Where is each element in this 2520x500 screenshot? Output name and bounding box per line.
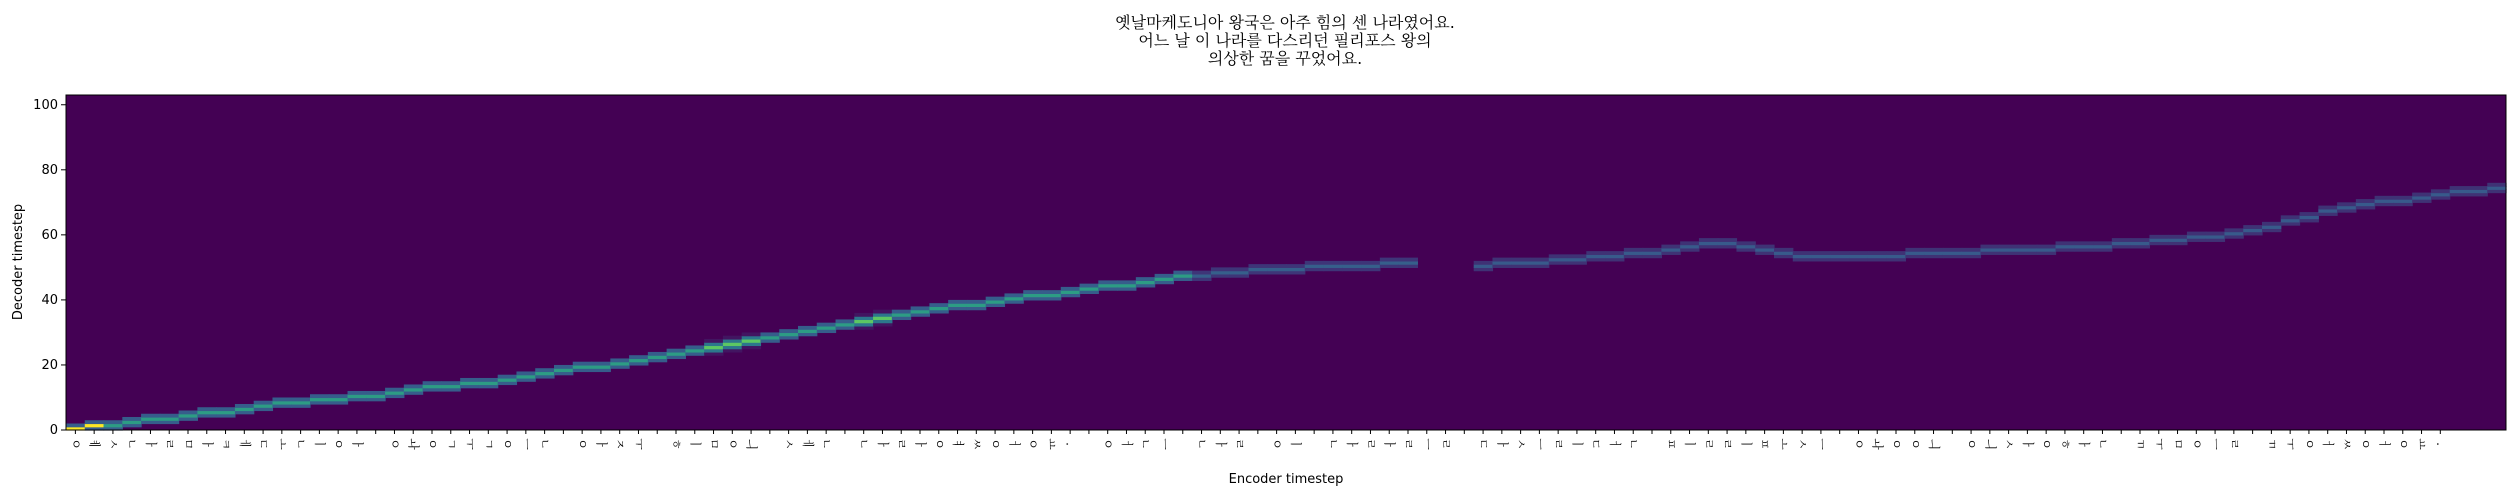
heatmap-cell <box>685 345 704 349</box>
heatmap-cell <box>1568 254 1587 258</box>
heatmap-plot-area <box>66 95 2507 431</box>
heatmap-cell <box>1755 245 1774 249</box>
heatmap-cell <box>760 332 779 336</box>
x-tick-label: ㄹ <box>1401 438 1416 450</box>
x-tick-label: ㅔ <box>237 438 252 450</box>
heatmap-cell <box>1586 251 1605 255</box>
heatmap-cell <box>2412 193 2431 197</box>
heatmap-cell <box>2093 241 2112 245</box>
heatmap-cell <box>291 397 310 401</box>
x-tick-label: ㅇ <box>387 438 402 450</box>
x-tick-label: ㄴ <box>857 438 872 450</box>
x-tick-label: ㅆ <box>969 438 984 450</box>
x-tick-label: ㅇ <box>1851 438 1866 450</box>
x-tick-label: ㅛ <box>1044 438 1059 450</box>
x-tick-label: ㄹ <box>1551 438 1566 450</box>
x-tick-label: ㅜ <box>463 438 478 450</box>
x-tick-label: ㅕ <box>951 438 966 450</box>
heatmap-cell <box>2131 238 2150 242</box>
x-tick-label: ㅣ <box>1739 438 1754 450</box>
x-tick-label: ㅡ <box>2208 438 2223 450</box>
heatmap-cell <box>516 371 535 375</box>
heatmap-cell <box>1868 251 1887 255</box>
x-tick-label: ㅇ <box>500 438 515 450</box>
x-tick-label: ㅏ <box>1382 438 1397 450</box>
heatmap-cell <box>197 407 216 411</box>
heatmap-cell <box>667 349 686 353</box>
heatmap-cell <box>1661 245 1680 249</box>
x-tick-label: ㅓ <box>1119 438 1134 450</box>
x-tick-label: ㅡ <box>1157 438 1172 450</box>
heatmap-cell <box>1042 290 1061 294</box>
heatmap-cell <box>1943 248 1962 252</box>
heatmap-cell <box>967 300 986 304</box>
heatmap-cell <box>704 339 723 343</box>
heatmap-cell <box>122 417 141 421</box>
x-tick-label: ㅏ <box>143 438 158 450</box>
x-tick-label: ㅈ <box>613 438 628 450</box>
y-tick-label: 100 <box>33 97 58 113</box>
heatmap-cell <box>911 306 930 310</box>
heatmap-cell <box>948 300 967 304</box>
x-tick-label: ㅇ <box>1270 438 1285 450</box>
chart-title-line-3: 의상한 꿈을 꾸었어요. <box>1207 49 1363 68</box>
heatmap-cell <box>836 319 855 323</box>
heatmap-cell <box>1230 267 1249 271</box>
x-tick-label: ㅇ <box>2039 438 2054 450</box>
heatmap-cell <box>2018 245 2037 249</box>
x-tick-label: ㅢ <box>744 438 759 450</box>
x-tick-label: ㅇ <box>1026 438 1041 450</box>
heatmap-cell <box>179 410 198 414</box>
x-tick-label: ㅓ <box>2321 438 2336 450</box>
heatmap-cell <box>1718 238 1737 242</box>
heatmap-cell <box>1736 241 1755 245</box>
heatmap-cell <box>1624 248 1643 252</box>
x-tick-label: ㅇ <box>932 438 947 450</box>
x-tick-label: ㄷ <box>1589 438 1604 450</box>
heatmap-cell <box>873 310 892 314</box>
x-tick-label: ㅡ <box>1532 438 1547 450</box>
heatmap-cell <box>892 310 911 314</box>
chart-title-line-2: 어느 날 이 나라를 다스리던 필리포스 왕의 <box>1138 31 1432 50</box>
x-tick-label: ㅅ <box>2002 438 2017 450</box>
heatmap-cell <box>1192 271 1211 275</box>
x-tick-label: ㄷ <box>1476 438 1491 450</box>
heatmap-cell <box>423 381 442 385</box>
heatmap-background <box>66 95 2506 430</box>
x-tick-label: ㄴ <box>1195 438 1210 450</box>
x-tick-label: ㅇ <box>331 438 346 450</box>
heatmap-cell <box>1774 248 1793 252</box>
heatmap-cell <box>85 420 104 424</box>
heatmap-cell <box>1530 258 1549 262</box>
heatmap-cell <box>329 394 348 398</box>
x-tick-label: ㅏ <box>913 438 928 450</box>
x-tick-label: ㅣ <box>688 438 703 450</box>
heatmap-cell <box>1849 251 1868 255</box>
x-tick-label: ㅖ <box>87 438 102 450</box>
heatmap-cell <box>2187 232 2206 236</box>
heatmap-cell <box>723 336 742 340</box>
x-tick-label: ㅛ <box>2415 438 2430 450</box>
heatmap-cell <box>2056 241 2075 245</box>
x-tick-label: ㄴ <box>294 438 309 450</box>
heatmap-cell <box>2375 196 2394 200</box>
x-tick-label: ㅏ <box>594 438 609 450</box>
heatmap-cell <box>1286 264 1305 268</box>
heatmap-cell <box>779 329 798 333</box>
x-tick-label: ㅇ <box>575 438 590 450</box>
heatmap-cell <box>2450 186 2469 190</box>
x-tick-label: ㅜ <box>2152 438 2167 450</box>
heatmap-cell <box>1155 274 1174 278</box>
heatmap-cell <box>1511 258 1530 262</box>
x-tick-label: ㅡ <box>1814 438 1829 450</box>
heatmap-cell <box>254 401 273 405</box>
heatmap-cell <box>104 420 123 424</box>
x-tick-label: ㅢ <box>1927 438 1942 450</box>
x-tick-label: ㅇ <box>1889 438 1904 450</box>
heatmap-cell <box>160 414 179 418</box>
x-tick-label: ㄲ <box>2264 438 2279 450</box>
x-axis-ticks <box>69 430 2448 450</box>
x-tick-label: ㅏ <box>875 438 890 450</box>
x-tick-label: ㄴ <box>1326 438 1341 450</box>
heatmap-cell <box>1380 258 1399 262</box>
x-tick-label: ㅘ <box>1870 438 1885 450</box>
heatmap-cell <box>817 323 836 327</box>
heatmap-cell <box>1680 241 1699 245</box>
heatmap-cell <box>498 375 517 379</box>
x-tick-label: ㅍ <box>1664 438 1679 450</box>
heatmap-cell <box>1905 248 1924 252</box>
y-tick-label: 60 <box>41 227 58 243</box>
x-tick-label: ㅁ <box>707 438 722 450</box>
x-tick-label: ㅏ <box>200 438 215 450</box>
x-tick-label: ㄹ <box>1232 438 1247 450</box>
x-tick-label: ㄲ <box>2133 438 2148 450</box>
x-tick-label: ㅎ <box>669 438 684 450</box>
heatmap-cell <box>2356 199 2375 203</box>
heatmap-cell <box>1324 261 1343 265</box>
heatmap-cell <box>1361 261 1380 265</box>
x-tick-label: ㅜ <box>631 438 646 450</box>
heatmap-cell <box>1492 258 1511 262</box>
heatmap-cell <box>66 423 85 427</box>
heatmap-cell <box>404 384 423 388</box>
x-tick-label: ㅔ <box>800 438 815 450</box>
x-tick-label: ㅇ <box>425 438 440 450</box>
heatmap-cell <box>2468 186 2487 190</box>
heatmap-cell <box>929 303 948 307</box>
heatmap-cell <box>2243 225 2262 229</box>
heatmap-cell <box>216 407 235 411</box>
heatmap-cell <box>2337 202 2356 206</box>
x-tick-label: ㄴ <box>1138 438 1153 450</box>
heatmap-cell <box>629 355 648 359</box>
heatmap-cell <box>460 378 479 382</box>
x-tick-label: ㅡ <box>1420 438 1435 450</box>
x-tick-label: ㅇ <box>1964 438 1979 450</box>
x-tick-label: ㅓ <box>2377 438 2392 450</box>
x-tick-label: ㅣ <box>1570 438 1585 450</box>
heatmap-cell <box>742 332 761 336</box>
heatmap-cell <box>1305 261 1324 265</box>
x-tick-label: ㅏ <box>1495 438 1510 450</box>
heatmap-cell <box>648 352 667 356</box>
x-tick-label: ㄱ <box>444 438 459 450</box>
heatmap-cell <box>1474 261 1493 265</box>
x-tick-label: ㄴ <box>1626 438 1641 450</box>
x-tick-label: ㅁ <box>2171 438 2186 450</box>
x-tick-label: ㅏ <box>350 438 365 450</box>
heatmap-cell <box>2149 235 2168 239</box>
heatmap-cell <box>1061 287 1080 291</box>
x-tick-label: ㅜ <box>2283 438 2298 450</box>
heatmap-cell <box>1211 267 1230 271</box>
heatmap-cell <box>366 391 385 395</box>
x-axis-label: Encoder timestep <box>1228 472 1344 487</box>
heatmap-cell <box>2393 196 2412 200</box>
x-tick-label: ㄴ <box>538 438 553 450</box>
heatmap-cell <box>1812 251 1831 255</box>
y-tick-label: 40 <box>41 292 58 308</box>
chart-title-line-1: 옛날마케도니아 왕국은 아주 힘의 센 나라였어요. <box>1115 13 1455 32</box>
x-tick-label: ㄴ <box>2095 438 2110 450</box>
heatmap-cell <box>1136 277 1155 281</box>
heatmap-cell <box>2168 235 2187 239</box>
x-tick-label: ㅣ <box>1683 438 1698 450</box>
x-tick-label: ㅅ <box>1514 438 1529 450</box>
heatmap-cell <box>1605 251 1624 255</box>
heatmap-cell <box>1080 284 1099 288</box>
x-tick-label: ㅓ <box>1007 438 1022 450</box>
heatmap-cell <box>1830 251 1849 255</box>
heatmap-cell <box>854 313 873 317</box>
heatmap-cell <box>592 362 611 366</box>
x-tick-label: ㅏ <box>1213 438 1228 450</box>
heatmap-cell <box>1980 245 1999 249</box>
heatmap-cell <box>2262 222 2281 226</box>
heatmap-cell <box>2112 238 2131 242</box>
heatmap-cell <box>986 297 1005 301</box>
y-axis-ticks <box>33 98 66 438</box>
x-tick-label: ㅇ <box>2302 438 2317 450</box>
x-tick-label: ㅇ <box>2396 438 2411 450</box>
x-tick-label: ㄹ <box>162 438 177 450</box>
x-tick-label: ㅓ <box>1607 438 1622 450</box>
heatmap-cell <box>1267 264 1286 268</box>
heatmap-cell <box>2300 212 2319 216</box>
heatmap-cell <box>1643 248 1662 252</box>
heatmap-cell <box>1117 280 1136 284</box>
x-tick-label: ㅢ <box>1983 438 1998 450</box>
heatmap-cell <box>1699 238 1718 242</box>
heatmap-cell <box>348 391 367 395</box>
x-tick-label: ㅇ <box>68 438 83 450</box>
heatmap-cell <box>2037 245 2056 249</box>
x-tick-label: ㅏ <box>2077 438 2092 450</box>
x-tick-label: ㅇ <box>2358 438 2373 450</box>
x-tick-label: ㅆ <box>2339 438 2354 450</box>
x-tick-label: ㄹ <box>1439 438 1454 450</box>
heatmap-cell <box>1924 248 1943 252</box>
x-tick-label: ㄹ <box>1701 438 1716 450</box>
x-tick-label: ㄱ <box>481 438 496 450</box>
heatmap-cell <box>2431 189 2450 193</box>
heatmap-cell <box>1173 271 1192 275</box>
x-tick-label: ㄹ <box>894 438 909 450</box>
heatmap-cell <box>1962 248 1981 252</box>
heatmap-cell <box>1098 280 1117 284</box>
x-tick-label: ㄹ <box>2227 438 2242 450</box>
x-tick-label: ㅇ <box>1908 438 1923 450</box>
x-tick-label: ㅗ <box>275 438 290 450</box>
heatmap-cell <box>310 394 329 398</box>
y-tick-label: 0 <box>49 423 58 438</box>
heatmap-cell <box>573 362 592 366</box>
x-tick-label: . <box>1063 442 1078 446</box>
x-tick-label: ㅎ <box>2058 438 2073 450</box>
x-tick-label: ㅇ <box>725 438 740 450</box>
x-tick-label: ㄴ <box>125 438 140 450</box>
x-tick-label: . <box>2433 442 2448 446</box>
x-tick-label: ㅇ <box>1101 438 1116 450</box>
x-tick-label: ㅁ <box>181 438 196 450</box>
heatmap-cell <box>441 381 460 385</box>
heatmap-cell <box>554 365 573 369</box>
y-axis-label: Decoder timestep <box>11 203 26 321</box>
x-tick-label: ㅅ <box>106 438 121 450</box>
heatmap-cell <box>1793 251 1812 255</box>
heatmap-cell <box>2224 228 2243 232</box>
x-tick-label: ㅋ <box>219 438 234 450</box>
heatmap-cell <box>2281 215 2300 219</box>
heatmap-cell <box>1004 293 1023 297</box>
heatmap-cell <box>1887 251 1906 255</box>
x-tick-label: ㅍ <box>1758 438 1773 450</box>
x-tick-label: ㅡ <box>519 438 534 450</box>
y-tick-label: 80 <box>41 162 58 178</box>
x-tick-label: ㄴ <box>819 438 834 450</box>
x-tick-label: ㄹ <box>1720 438 1735 450</box>
heatmap-cell <box>385 388 404 392</box>
heatmap-cell <box>2074 241 2093 245</box>
heatmap-cell <box>1342 261 1361 265</box>
heatmap-cell <box>2206 232 2225 236</box>
heatmap-cell <box>272 397 291 401</box>
x-tick-label: ㅘ <box>406 438 421 450</box>
heatmap-cell <box>1549 254 1568 258</box>
x-tick-label: ㄷ <box>256 438 271 450</box>
heatmap-cell <box>798 326 817 330</box>
x-tick-label: ㅇ <box>988 438 1003 450</box>
heatmap-cell <box>1999 245 2018 249</box>
x-tick-label: ㅣ <box>1288 438 1303 450</box>
heatmap-cell <box>141 414 160 418</box>
heatmap-cell <box>235 404 254 408</box>
y-tick-label: 20 <box>41 357 58 373</box>
x-tick-label: ㅗ <box>1776 438 1791 450</box>
x-tick-label: ㅏ <box>2020 438 2035 450</box>
heatmap-cell <box>1248 264 1267 268</box>
heatmap-cell <box>535 368 554 372</box>
heatmap-cell <box>1399 258 1418 262</box>
heatmap-cell <box>2318 206 2337 210</box>
heatmap-cell <box>2487 183 2506 187</box>
x-tick-label: ㅅ <box>782 438 797 450</box>
heatmap-cell <box>479 378 498 382</box>
heatmap-cell <box>610 358 629 362</box>
x-tick-label: ㅇ <box>2189 438 2204 450</box>
heatmap-cell <box>1023 290 1042 294</box>
x-tick-label: ㅏ <box>1345 438 1360 450</box>
x-tick-label: ㅣ <box>312 438 327 450</box>
x-tick-label: ㅅ <box>1795 438 1810 450</box>
x-tick-label: ㄹ <box>1363 438 1378 450</box>
